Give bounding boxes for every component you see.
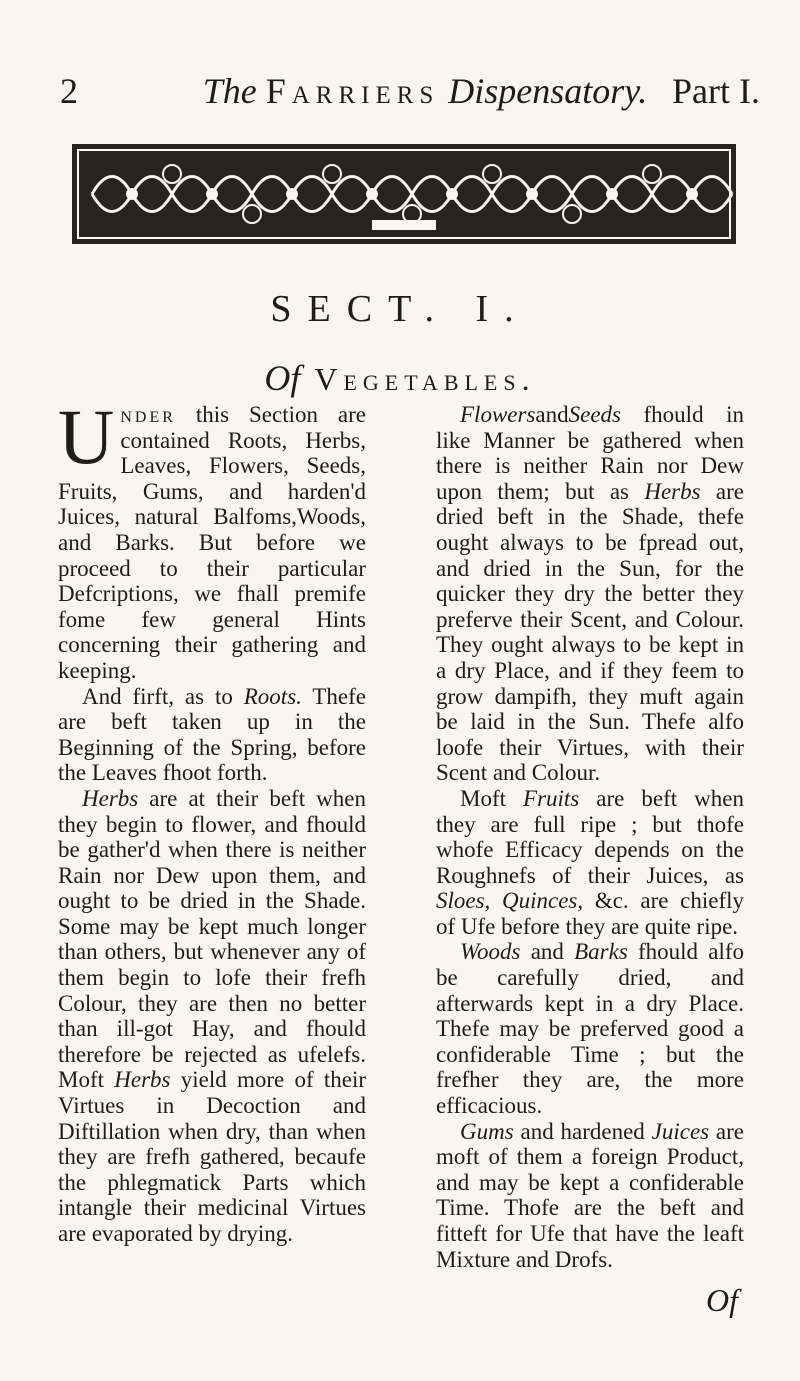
drop-cap: U <box>58 393 115 480</box>
opening-smallcaps: nder <box>120 402 176 427</box>
paragraph-text: And firft, as to <box>82 683 244 709</box>
page-number: 2 <box>60 71 78 111</box>
running-title-farriers: Farriers <box>265 71 440 111</box>
paragraph-herbs <box>58 786 366 1247</box>
paragraph-text: yield more of their Virtues in Decoction and Diftillation when dry, than when they are frefh gathered, becaufe the phlegmatick Parts which intangle their medicinal Virtues are evaporated by drying. <box>58 1067 367 1246</box>
paragraph-gums-juices <box>436 1119 744 1273</box>
paragraph-text: are moft of them a foreign Product, and may be kept a confiderable Time. Thofe are the beft and fitteft for Ufe that have the leaft Mixture and Drofs. <box>436 1118 745 1272</box>
italic-term-herbs: Herbs <box>114 1067 171 1093</box>
italic-term-roots: Roots. <box>243 683 302 709</box>
italic-term-juices: Juices <box>651 1118 710 1144</box>
paragraph-roots <box>58 684 366 786</box>
paragraph-text: Moft <box>460 785 524 811</box>
italic-term-woods: Woods <box>460 939 521 965</box>
italic-term-fruits: Fruits <box>523 785 580 811</box>
italic-term-seeds: Seeds <box>568 402 621 427</box>
part-label: Part I. <box>672 71 760 111</box>
right-column <box>436 402 744 1272</box>
paragraph-text: are dried beft in the Shade, thefe ought always to be fpread out, and dried in the Sun, for the quicker they dry the better they preferve their Scent, and Colour. They ought always to be kept in a dry Place, and if they feem to grow dampifh, they muft again be laid in the Sun. Thefe alfo loofe their Virtues, with their Scent and Colour. <box>436 478 745 786</box>
subtitle-of: Of <box>264 358 301 398</box>
paragraph-woods-barks <box>436 939 744 1118</box>
catchword: Of <box>706 1282 738 1318</box>
paragraph-flowers-seeds <box>436 402 744 786</box>
italic-term-barks: Barks <box>574 939 628 965</box>
running-title <box>90 68 760 114</box>
paragraph-text: are at their beft when they begin to flower, and fhould be gather'd when there is neither Rain nor Dew upon them, and ought to be dried in the Shade. Some may be kept much longer than others, but whenever any of them begin to lofe their frefh Colour, they are then no better than ill-got Hay, and fhould therefore be rejected as ufelefs. Moft <box>58 785 366 1093</box>
paragraph-text: and hardened <box>513 1118 652 1144</box>
paragraph-text: &c. are chiefly of Ufe before they are quite ripe. <box>436 888 745 939</box>
paragraph-text: are beft when they are full ripe ; but thofe whofe Efficacy depends on the Roughnefs of their Juices, as <box>436 785 744 888</box>
paragraph-text: Thefe are beft taken up in the Beginning of the Spring, before the Leaves fhoot forth. <box>58 683 366 786</box>
italic-term-sloes: Sloes, <box>436 888 491 914</box>
paragraph-text: fhould in like Manner be gathered when there is neither Rain nor Dew upon them; but as <box>436 402 744 504</box>
paragraph-fruits <box>436 786 744 940</box>
paragraph-text: and <box>535 402 569 427</box>
running-title-the: The <box>202 71 257 111</box>
paragraph-text <box>490 888 502 913</box>
running-head <box>60 68 760 114</box>
section-subtitle <box>0 358 800 399</box>
left-column <box>58 393 367 1247</box>
italic-term-herbs: Herbs <box>644 478 701 504</box>
section-heading: SECT. I. <box>270 288 530 330</box>
italic-term-herbs: Herbs <box>82 785 139 811</box>
paragraph-text: fhould alfo be carefully dried, and afterwards kept in a dry Place. Thefe may be preferved good a confiderable Time ; but the frefher they are, the more efficacious. <box>436 939 744 1119</box>
paragraph-text: and <box>520 939 575 965</box>
italic-term-flowers: Flowers <box>460 402 536 427</box>
italic-term-gums: Gums <box>460 1118 514 1144</box>
paragraph-introduction <box>58 393 366 684</box>
paragraph-text: this Section are contained Roots, Herbs, Leaves, Flowers, Seeds, Fruits, Gums, and harden'd Juices, natural Balfoms,Woods, and Barks. But before we proceed to their particular Defcriptions, we fhall premife fome few general Hints concerning their gathering and keeping. <box>58 402 366 683</box>
running-title-dispensatory: Dispensatory. <box>448 71 648 111</box>
subtitle-vegetables: Vegetables. <box>314 361 536 397</box>
italic-term-quinces: Quinces, <box>502 888 584 914</box>
decorative-ornament-band <box>72 144 736 244</box>
